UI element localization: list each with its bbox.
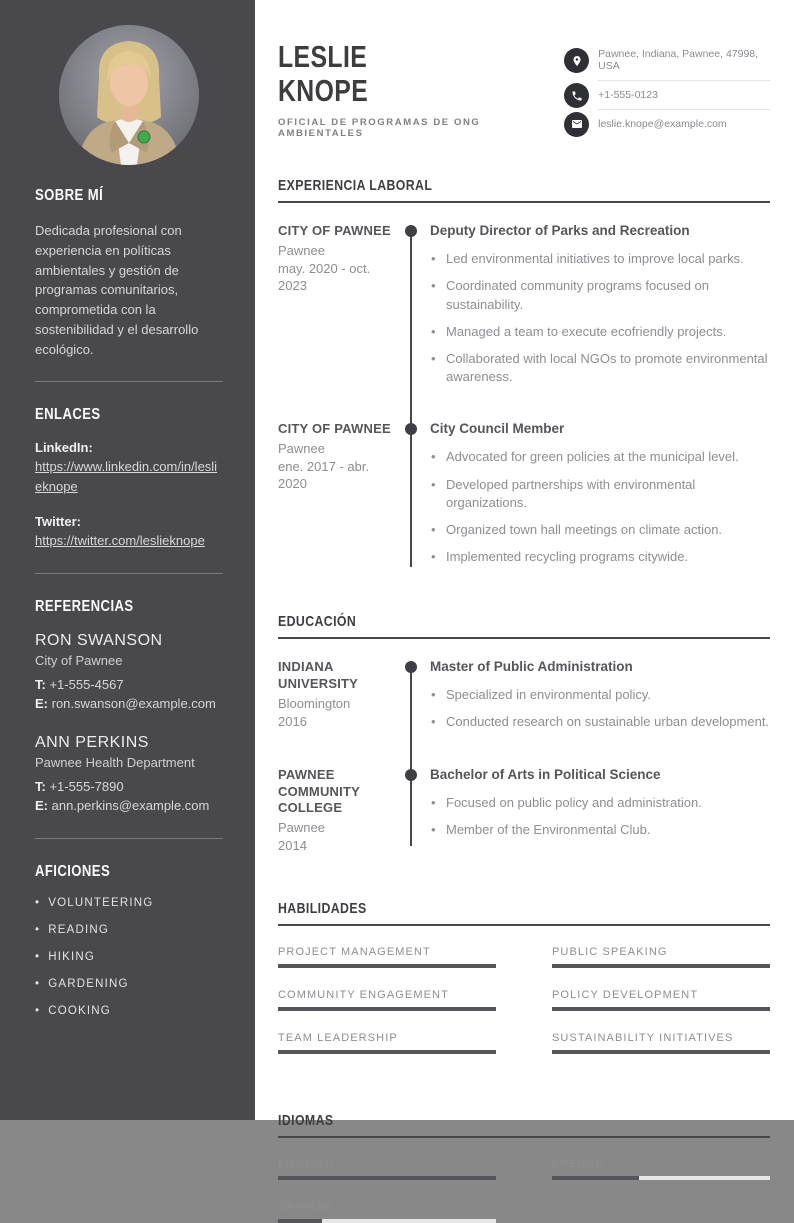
language-name: SPANISH xyxy=(278,1201,334,1214)
timeline-dot-icon xyxy=(405,423,417,435)
education-content xyxy=(430,767,770,855)
language-bar xyxy=(278,1176,496,1180)
hobby-item: • HIKING xyxy=(35,951,223,963)
education-bullets xyxy=(430,794,770,839)
timeline xyxy=(400,767,430,855)
hobby-item: • VOLUNTEERING xyxy=(35,897,223,909)
timeline xyxy=(400,223,430,395)
phone-icon xyxy=(564,83,589,108)
job-title-subtitle: OFICIAL DE PROGRAMAS DE ONG AMBIENTALES xyxy=(278,117,481,140)
experience-bullets xyxy=(430,250,770,386)
experience-organization: CITY OF PAWNEE xyxy=(278,421,391,437)
bullet-item: • Developed partnerships with environmental organizations. xyxy=(430,476,770,512)
timeline-dot-icon xyxy=(405,661,417,673)
languages-heading: IDIOMAS xyxy=(278,1112,334,1130)
twitter-label: Twitter: xyxy=(35,514,81,530)
experience-location: Pawnee xyxy=(278,243,325,259)
education-meta xyxy=(278,767,400,855)
experience-entry xyxy=(278,223,770,421)
bullet-item: • Coordinated community programs focused on sustainability. xyxy=(430,277,770,313)
education-degree: Bachelor of Arts in Political Science xyxy=(430,766,661,782)
sidebar xyxy=(0,0,255,1120)
experience-dates: ene. 2017 - abr. 2020 xyxy=(278,458,370,492)
hobby-item: • COOKING xyxy=(35,1005,223,1017)
education-location: Pawnee xyxy=(278,820,325,836)
skill-bar xyxy=(278,1050,496,1054)
link-item-linkedin xyxy=(35,440,223,496)
bullet-item: • Managed a team to execute ecofriendly projects. xyxy=(430,323,770,341)
reference-phone: T: +1-555-4567 xyxy=(35,676,124,692)
skills-grid xyxy=(278,946,770,1054)
reference-email: E: ron.swanson@example.com xyxy=(35,696,216,712)
education-entry xyxy=(278,767,770,855)
education-content xyxy=(430,659,770,740)
skills-heading: HABILIDADES xyxy=(278,900,367,918)
profile-photo xyxy=(59,25,199,165)
references-heading: REFERENCIAS xyxy=(35,597,134,615)
bullet-item: • Conducted research on sustainable urban development. xyxy=(430,713,770,731)
skill-bar xyxy=(278,1007,496,1011)
about-text: Dedicada profesional con experiencia en políticas ambientales y gestión de programas comunitarios, comprometida con la sostenibilidad y el desarrollo ecológico. xyxy=(35,223,199,357)
language-name: FRENCH xyxy=(552,1158,605,1171)
reference-phone: T: +1-555-7890 xyxy=(35,778,124,794)
education-meta xyxy=(278,659,400,740)
skill-name: POLICY DEVELOPMENT xyxy=(552,989,699,1002)
profile-photo-illustration xyxy=(59,25,199,165)
education-heading: EDUCACIÓN xyxy=(278,613,357,631)
reference-item xyxy=(35,734,223,816)
contact-block xyxy=(564,40,770,138)
reference-organization: Pawnee Health Department xyxy=(35,754,195,770)
education-location: Bloomington xyxy=(278,696,351,712)
skill-item xyxy=(278,989,496,1011)
skill-name: TEAM LEADERSHIP xyxy=(278,1032,398,1045)
links-section xyxy=(35,406,223,551)
candidate-name: LESLIE KNOPE xyxy=(278,39,369,109)
skill-name: SUSTAINABILITY INITIATIVES xyxy=(552,1032,734,1045)
language-item xyxy=(552,1158,770,1180)
skill-item xyxy=(278,1032,496,1054)
experience-dates: may. 2020 - oct. 2023 xyxy=(278,260,371,294)
email-envelope-icon xyxy=(564,112,589,137)
hobbies-list xyxy=(35,897,223,1017)
sidebar-divider xyxy=(35,381,223,382)
references-section xyxy=(35,598,223,816)
education-institution: PAWNEE COMMUNITY COLLEGE xyxy=(278,766,360,816)
education-bullets xyxy=(430,686,770,731)
skill-item xyxy=(552,946,770,968)
language-name: ENGLISH xyxy=(278,1158,334,1171)
experience-content xyxy=(430,421,770,575)
hobbies-heading: AFICIONES xyxy=(35,862,111,880)
languages-grid xyxy=(278,1158,770,1223)
education-dates: 2014 xyxy=(278,837,307,853)
linkedin-link[interactable]: https://www.linkedin.com/in/leslieknope xyxy=(35,459,218,494)
bullet-item: • Advocated for green policies at the municipal level. xyxy=(430,448,770,466)
hobbies-section xyxy=(35,863,223,1017)
bullet-item: • Member of the Environmental Club. xyxy=(430,821,770,839)
education-entry xyxy=(278,659,770,766)
reference-name: RON SWANSON xyxy=(35,631,163,649)
skill-item xyxy=(552,989,770,1011)
bullet-item: • Organized town hall meetings on climate action. xyxy=(430,521,770,539)
bullet-item: • Led environmental initiatives to improve local parks. xyxy=(430,250,770,268)
experience-bullets xyxy=(430,448,770,566)
skill-name: COMMUNITY ENGAGEMENT xyxy=(278,989,449,1002)
bullet-item: • Focused on public policy and administration. xyxy=(430,794,770,812)
experience-meta xyxy=(278,223,400,395)
contact-phone-row xyxy=(564,81,770,110)
link-item-twitter xyxy=(35,514,223,551)
experience-entry xyxy=(278,421,770,575)
timeline xyxy=(400,421,430,575)
timeline xyxy=(400,659,430,740)
skill-name: PROJECT MANAGEMENT xyxy=(278,946,431,959)
education-section xyxy=(278,613,770,854)
hobby-item: • GARDENING xyxy=(35,978,223,990)
about-heading: SOBRE MÍ xyxy=(35,187,104,204)
sidebar-divider xyxy=(35,838,223,839)
language-bar xyxy=(278,1219,496,1223)
education-dates: 2016 xyxy=(278,713,307,729)
education-institution: INDIANA UNIVERSITY xyxy=(278,659,359,692)
experience-location: Pawnee xyxy=(278,441,325,457)
skill-item xyxy=(552,1032,770,1054)
contact-location: Pawnee, Indiana, Pawnee, 47998, USA xyxy=(598,40,770,81)
skills-section xyxy=(278,900,770,1054)
reference-organization: City of Pawnee xyxy=(35,652,123,668)
contact-phone: +1-555-0123 xyxy=(598,81,770,110)
contact-email-row xyxy=(564,110,770,138)
resume-header xyxy=(278,40,770,139)
contact-email: leslie.knope@example.com xyxy=(598,118,727,130)
skill-bar xyxy=(552,1050,770,1054)
language-item xyxy=(278,1158,496,1180)
links-heading: ENLACES xyxy=(35,406,101,424)
experience-section xyxy=(278,177,770,575)
language-item xyxy=(278,1201,496,1223)
about-section xyxy=(35,187,223,359)
sidebar-divider xyxy=(35,573,223,574)
bullet-item: • Specialized in environmental policy. xyxy=(430,686,770,704)
location-pin-icon xyxy=(564,48,589,73)
language-bar xyxy=(552,1176,770,1180)
bullet-item: • Collaborated with local NGOs to promote environmental awareness. xyxy=(430,350,770,386)
skill-item xyxy=(278,946,496,968)
timeline-dot-icon xyxy=(405,225,417,237)
languages-section xyxy=(278,1112,770,1223)
education-degree: Master of Public Administration xyxy=(430,659,633,675)
experience-job-title: Deputy Director of Parks and Recreation xyxy=(430,223,690,239)
twitter-link[interactable]: https://twitter.com/leslieknope xyxy=(35,533,205,549)
skill-bar xyxy=(278,964,496,968)
contact-location-row xyxy=(564,40,770,81)
skill-bar xyxy=(552,964,770,968)
experience-meta xyxy=(278,421,400,575)
experience-heading: EXPERIENCIA LABORAL xyxy=(278,177,433,195)
main-content xyxy=(255,0,794,1214)
linkedin-label: LinkedIn: xyxy=(35,440,93,456)
reference-email: E: ann.perkins@example.com xyxy=(35,798,210,814)
experience-content xyxy=(430,223,770,395)
timeline-dot-icon xyxy=(405,769,417,781)
experience-organization: CITY OF PAWNEE xyxy=(278,223,391,239)
bullet-item: • Implemented recycling programs citywide. xyxy=(430,548,770,566)
skill-name: PUBLIC SPEAKING xyxy=(552,946,668,959)
reference-name: ANN PERKINS xyxy=(35,733,149,751)
name-block xyxy=(278,40,564,139)
experience-job-title: City Council Member xyxy=(430,421,565,437)
hobby-item: • READING xyxy=(35,924,223,936)
reference-item xyxy=(35,632,223,714)
skill-bar xyxy=(552,1007,770,1011)
